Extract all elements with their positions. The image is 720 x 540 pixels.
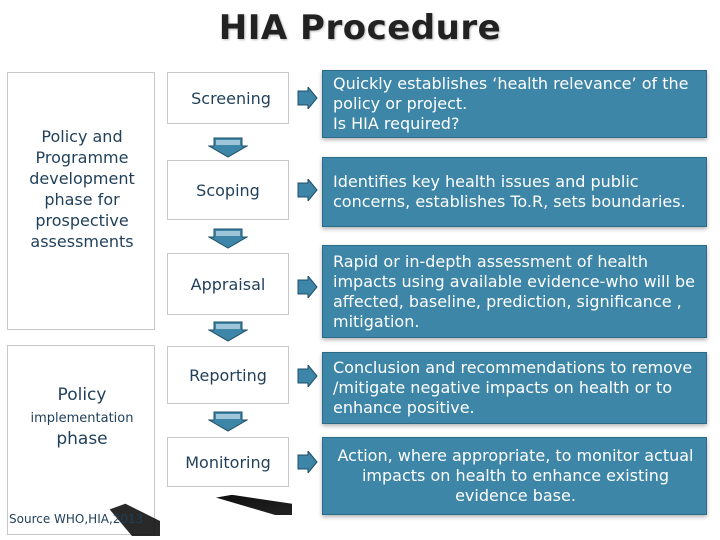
implementation-small-label: implementation — [30, 411, 134, 426]
right-arrow-icon — [296, 179, 318, 201]
stage-label: Screening — [191, 88, 271, 108]
desc-reporting — [322, 352, 707, 424]
right-arrow-icon — [296, 87, 318, 109]
stage-label: Appraisal — [190, 274, 266, 294]
desc-text: Action, where appropriate, to monitor actual impacts on health to enhance existing evidence base. — [337, 446, 694, 505]
down-arrow-icon — [208, 227, 248, 249]
desc-text: Conclusion and recommendations to remove /mitigate negative impacts on health or to enhance positive. — [333, 358, 693, 417]
down-arrow-icon — [208, 136, 248, 158]
desc-text: Quickly establishes ‘health relevance’ of the policy or project. Is HIA required? — [333, 74, 689, 133]
desc-screening — [322, 70, 707, 138]
stage-monitoring — [167, 437, 289, 487]
desc-monitoring — [322, 437, 707, 515]
desc-appraisal — [322, 245, 707, 338]
stage-label: Reporting — [189, 365, 267, 385]
stage-label: Scoping — [196, 180, 260, 200]
development-phase-label: Policy and Programme development phase for prospective assessments — [29, 127, 135, 251]
stage-appraisal — [167, 253, 289, 315]
down-arrow-icon — [208, 320, 248, 342]
stage-scoping — [167, 160, 289, 220]
stage-screening — [167, 72, 289, 124]
down-arrow-icon — [208, 410, 248, 432]
stage-shadow — [180, 487, 292, 515]
page-title: HIA Procedure — [218, 8, 502, 48]
implementation-main-label: Policy — [57, 385, 107, 405]
right-arrow-icon — [296, 276, 318, 298]
source-citation: Source WHO,HIA,2013 — [9, 512, 144, 526]
right-arrow-icon — [296, 451, 318, 473]
stage-reporting — [167, 346, 289, 404]
desc-text: Identifies key health issues and public concerns, establishes To.R, sets boundaries. — [333, 172, 686, 211]
right-arrow-icon — [296, 365, 318, 387]
stage-label: Monitoring — [185, 452, 271, 472]
implementation-phase-label: phase — [56, 429, 108, 449]
desc-text: Rapid or in-depth assessment of health impacts using available evidence-who will be affected, baseline, prediction, significance , mitigation. — [333, 251, 696, 331]
desc-scoping — [322, 157, 707, 227]
